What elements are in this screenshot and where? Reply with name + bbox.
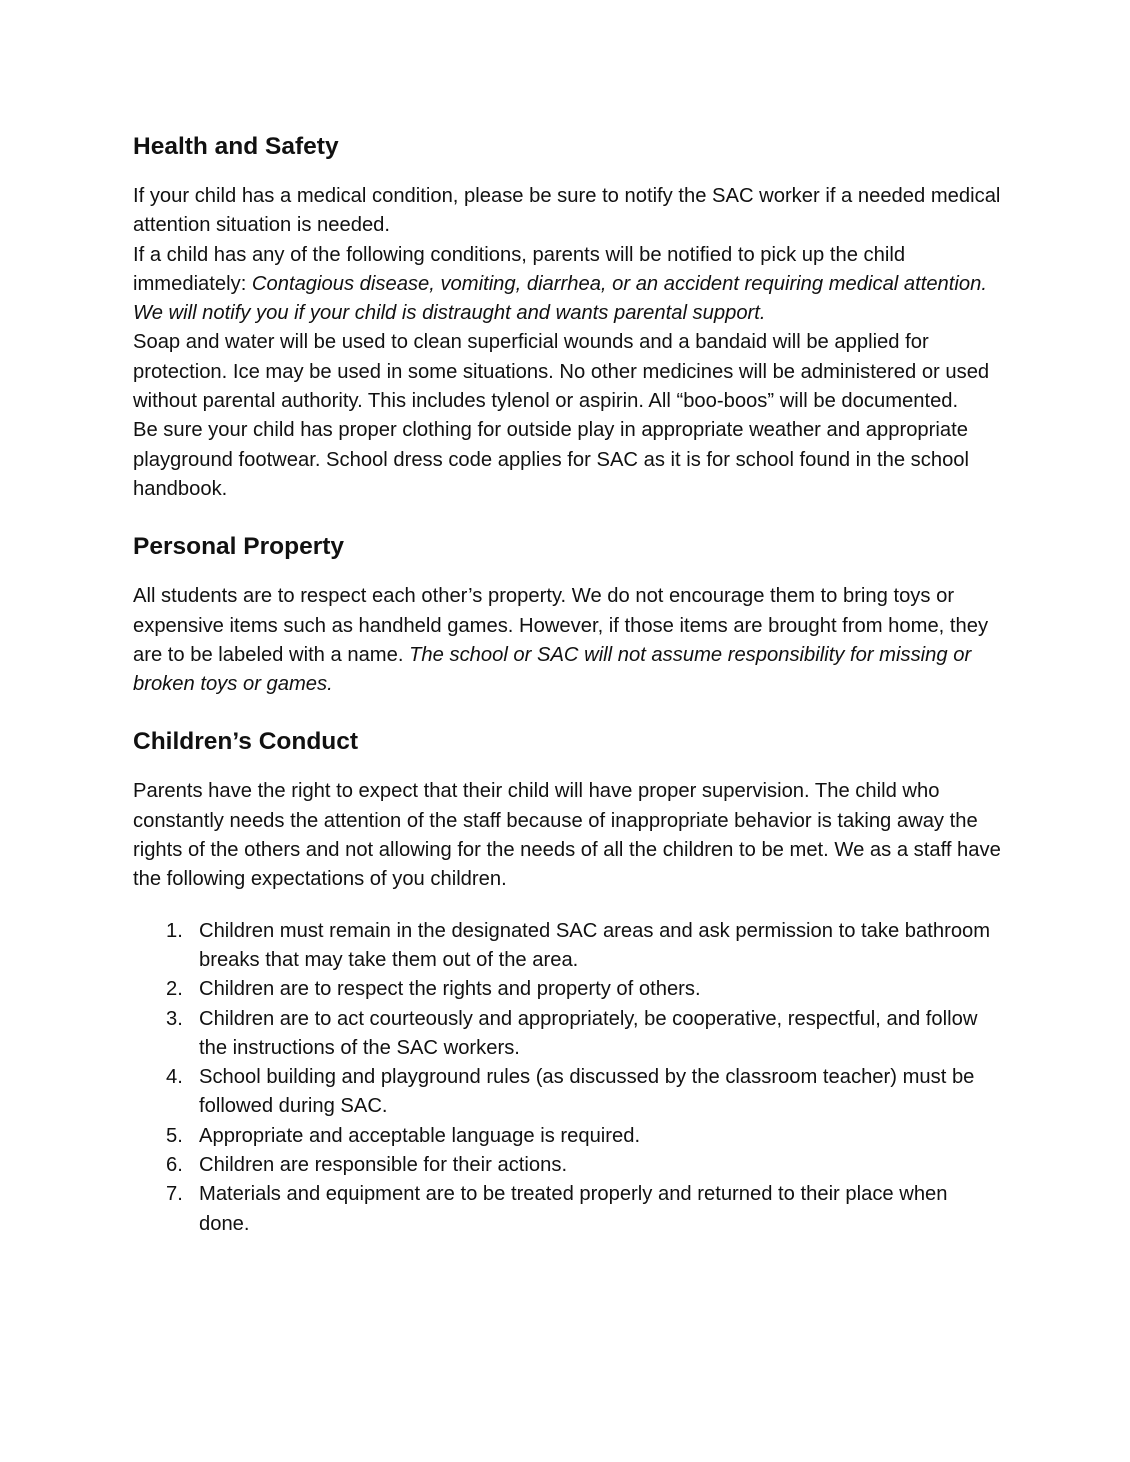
list-item (133, 1122, 1003, 1151)
property-paragraph-text: All students are to respect each other’s property. We do not encourage them to bring toys or expensive items such as handheld games. However, if those items are brought from home, they are to be labeled with a name. (133, 585, 989, 666)
list-item-number: 5. (166, 1124, 183, 1147)
document-page (133, 128, 1003, 1239)
personal-property-section (133, 528, 1003, 699)
list-item (133, 975, 1003, 1004)
list-item-text: School building and playground rules (as discussed by the classroom teacher) must be followed during SAC. (199, 1066, 975, 1118)
list-item (133, 1180, 1003, 1239)
health-safety-section (133, 128, 1003, 504)
list-item-text: Children are to respect the rights and property of others. (199, 978, 701, 1001)
health-paragraph-2-italic: Contagious disease, vomiting, diarrhea, or an accident requiring medical attention. We will notify you if your child is distraught and wants parental support. (133, 272, 987, 325)
list-item-text: Children are responsible for their actions. (199, 1154, 568, 1177)
expectations-list (133, 917, 1003, 1239)
childrens-conduct-section (133, 723, 1003, 1238)
list-item (133, 1151, 1003, 1180)
list-item-text: Children must remain in the designated SAC areas and ask permission to take bathroom breaks that may take them out of the area. (199, 919, 991, 971)
list-item-number: 6. (166, 1154, 183, 1177)
list-item (133, 1005, 1003, 1064)
list-item (133, 1063, 1003, 1122)
list-item-number: 7. (166, 1183, 183, 1206)
property-paragraph-italic: The school or SAC will not assume responsibility for missing or broken toys or games. (133, 643, 972, 696)
list-item-text: Materials and equipment are to be treated properly and returned to their place when done. (199, 1183, 948, 1235)
list-item-number: 3. (166, 1007, 183, 1030)
list-item-number: 2. (166, 978, 183, 1001)
health-paragraph-2-text: If a child has any of the following conditions, parents will be notified to pick up the child immediately: (133, 243, 906, 295)
childrens-conduct-heading: Children’s Conduct (133, 728, 359, 756)
health-paragraph-1: If your child has a medical condition, please be sure to notify the SAC worker if a needed medical attention situation is needed. (133, 185, 1001, 237)
property-paragraph (133, 582, 1003, 699)
conduct-paragraph: Parents have the right to expect that their child will have proper supervision. The child who constantly needs the attention of the staff because of inappropriate behavior is taking away the rights of the others and not allowing for the needs of all the children to be met. We as a staff have the following expectations of you children. (133, 780, 1001, 891)
health-safety-heading: Health and Safety (133, 133, 339, 160)
health-paragraph-2 (133, 241, 1003, 329)
health-paragraph-4: Be sure your child has proper clothing for outside play in appropriate weather and appropriate playground footwear. School dress code applies for SAC as it is for school found in the school handbook. (133, 419, 970, 500)
health-paragraph-3: Soap and water will be used to clean superficial wounds and a bandaid will be applied for protection. Ice may be used in some situations. No other medicines will be administered or used without parental authority. This includes tylenol or aspirin. All “boo-boos” will be documented. (133, 331, 990, 413)
list-item-number: 4. (166, 1066, 183, 1089)
list-item-text: Appropriate and acceptable language is required. (199, 1124, 641, 1147)
list-item-number: 1. (166, 919, 183, 942)
personal-property-heading: Personal Property (133, 533, 345, 561)
list-item (133, 917, 1003, 976)
list-item-text: Children are to act courteously and appropriately, be cooperative, respectful, and follow the instructions of the SAC workers. (199, 1007, 978, 1059)
